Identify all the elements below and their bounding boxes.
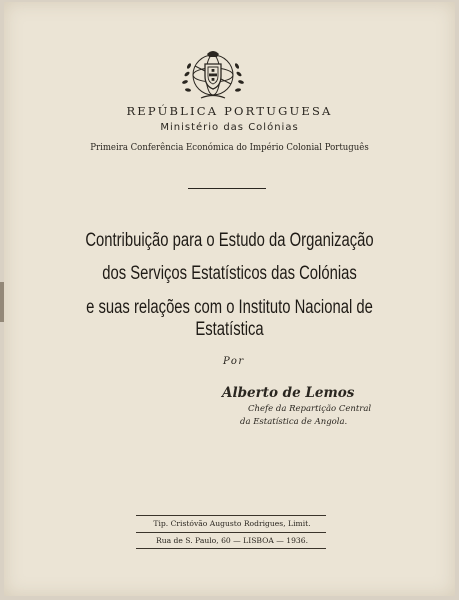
divider: [188, 188, 266, 189]
imprint-rule-middle: [136, 532, 326, 533]
author-role-line-1: Chefe da Repartição Central: [248, 404, 372, 414]
imprint-rule-top: [136, 515, 326, 516]
author-role-line-2: da Estatística de Angola.: [240, 417, 348, 427]
printer-name: Tip. Cristóvão Augusto Rodrigues, Limit.: [153, 519, 311, 528]
byline-por: Por: [223, 356, 245, 367]
binding-mark: [0, 282, 4, 322]
conference-heading: Primeira Conferência Económica do Império Colonial Português: [90, 142, 369, 153]
title-line-1: Contribuição para o Estudo da Organização: [85, 230, 374, 251]
republic-heading: REPÚBLICA PORTUGUESA: [126, 104, 333, 118]
imprint-rule-bottom: [136, 548, 326, 549]
title-line-3: e suas relações com o Instituto Nacional de Estatística: [86, 297, 373, 340]
printer-address: Rua de S. Paulo, 60 — LISBOA — 1936.: [155, 536, 308, 545]
ministry-heading: Ministério das Colónias: [160, 122, 299, 133]
author-name: Alberto de Lemos: [222, 385, 355, 401]
title-line-2: dos Serviços Estatísticos das Colónias: [102, 263, 357, 284]
coat-of-arms-icon: [179, 44, 247, 102]
